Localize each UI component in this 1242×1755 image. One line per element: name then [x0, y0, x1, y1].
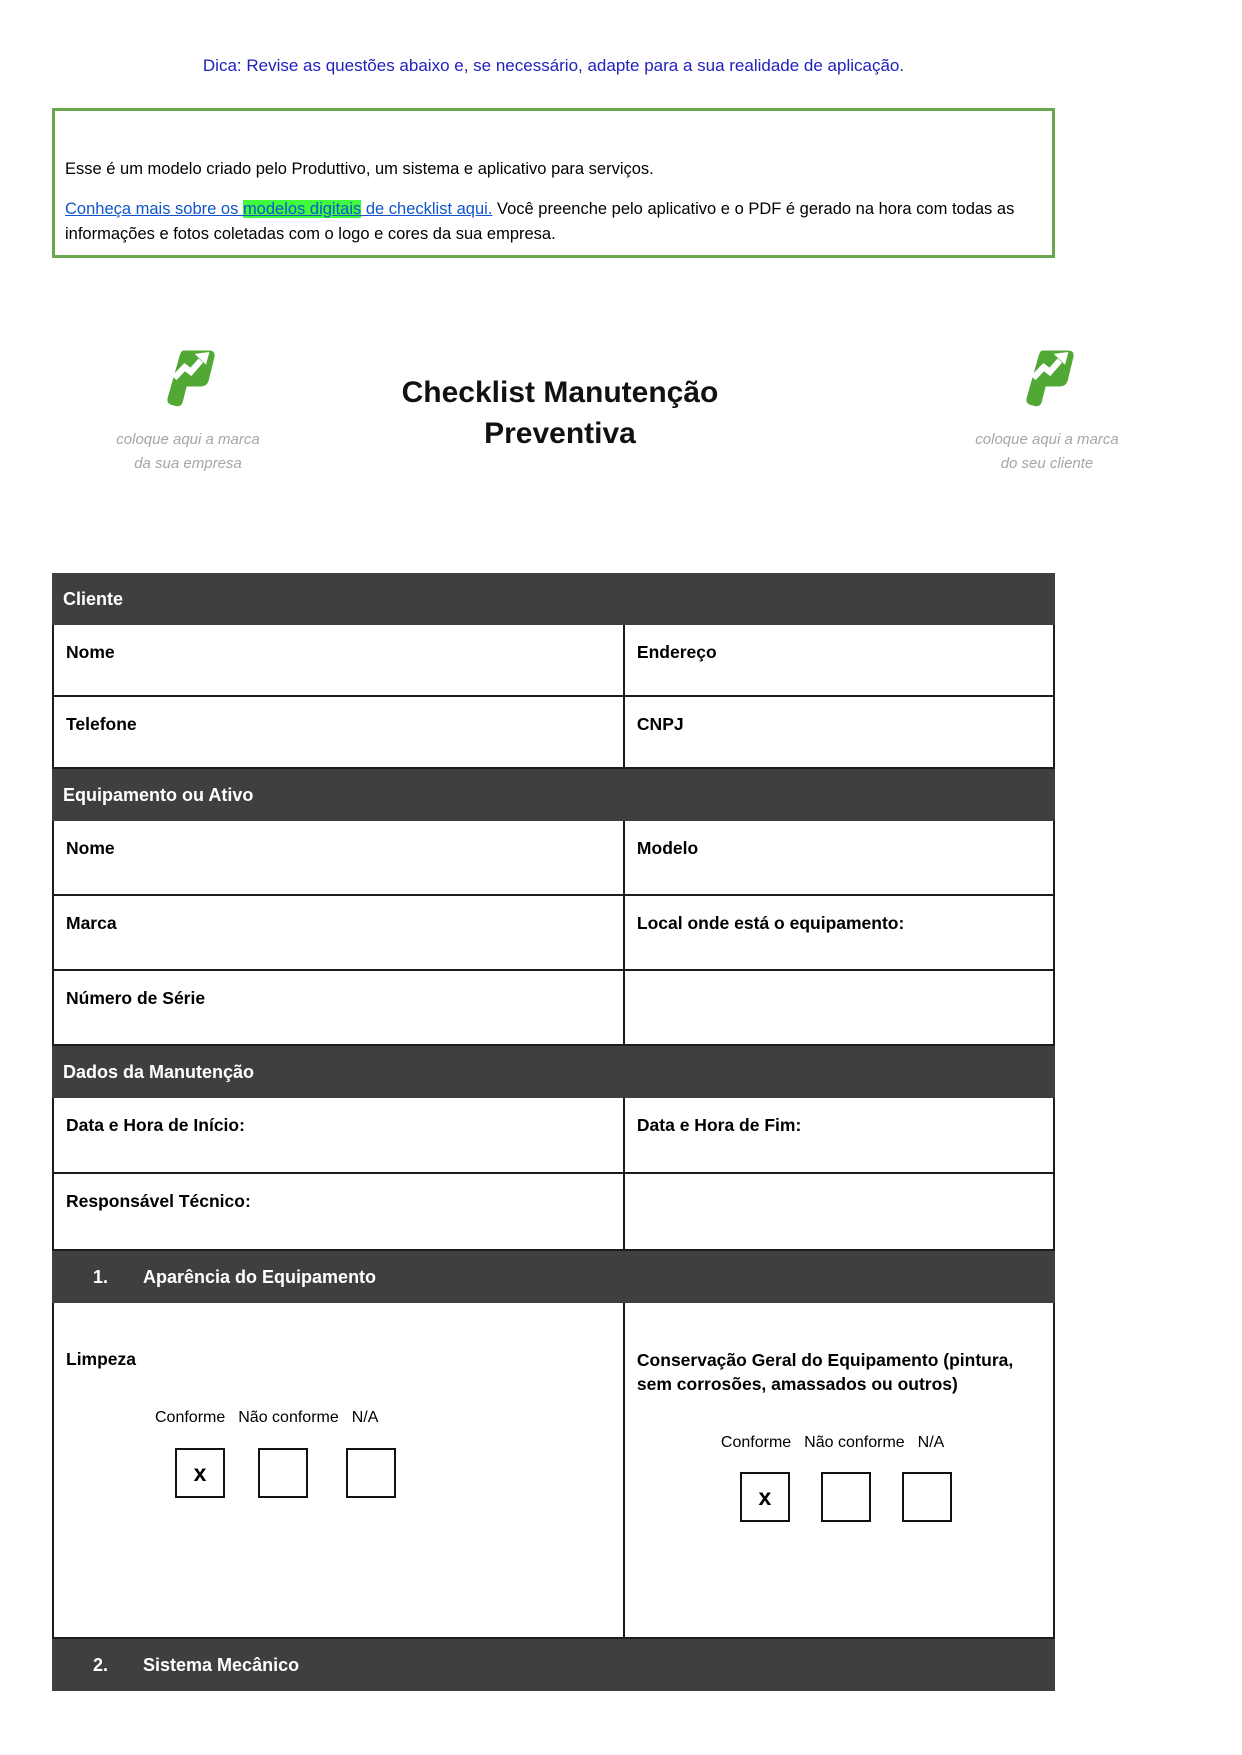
- checklist-templates-link[interactable]: [65, 200, 492, 218]
- option-labels: [721, 1434, 1053, 1452]
- page-title: [340, 372, 780, 454]
- checkbox-conforme[interactable]: [175, 1448, 225, 1498]
- client-logo-caption: [937, 428, 1157, 476]
- field-cell-numero-serie: [54, 971, 625, 1044]
- field-cell-local: [625, 896, 1053, 969]
- checklist-row: [52, 1303, 1055, 1639]
- checkbox-nao-conforme[interactable]: [821, 1472, 871, 1522]
- field-cell-endereco: [625, 625, 1053, 695]
- section-number: 2.: [93, 1654, 109, 1675]
- client-logo-block: [937, 348, 1157, 476]
- checkbox-nao-conforme[interactable]: [258, 1448, 308, 1498]
- section-header-cliente: Cliente: [52, 573, 1055, 625]
- question-cell-conservacao: [625, 1303, 1053, 1637]
- field-cell-empty: [625, 971, 1053, 1044]
- section-number: 1.: [93, 1266, 109, 1287]
- field-cell-nome-cliente: [54, 625, 625, 695]
- question-label: Limpeza: [66, 1349, 137, 1369]
- link-text-after: de checklist aqui.: [361, 200, 493, 218]
- section-label: Sistema Mecânico: [143, 1654, 300, 1675]
- table-row: [52, 821, 1055, 896]
- tip-text: Dica: Revise as questões abaixo e, se necessário, adapte para a sua realidade de aplicação.: [202, 56, 905, 75]
- option-label-conforme: Conforme: [720, 1434, 792, 1451]
- client-logo-icon: [1020, 348, 1075, 409]
- section-header-aparencia: [52, 1251, 1055, 1303]
- client-caption-line2: do seu cliente: [1000, 455, 1094, 472]
- checkbox-na[interactable]: [346, 1448, 396, 1498]
- company-logo-block: [78, 348, 298, 476]
- field-label: CNPJ: [636, 714, 684, 734]
- info-paragraph-1: Esse é um modelo criado pelo Produttivo, um sistema e aplicativo para serviços.: [65, 160, 654, 178]
- section-header-dados: Dados da Manutenção: [52, 1046, 1055, 1098]
- modelos-digitais-highlight: modelos digitais: [242, 200, 362, 218]
- field-label: Endereço: [636, 642, 717, 662]
- option-labels: [155, 1409, 623, 1427]
- table-row: [52, 1174, 1055, 1251]
- field-cell-empty: [625, 1174, 1053, 1249]
- company-caption-line1: coloque aqui a marca: [116, 431, 260, 448]
- field-cell-marca: [54, 896, 625, 969]
- company-logo-icon: [161, 348, 216, 409]
- checkbox-na[interactable]: [902, 1472, 952, 1522]
- company-logo-caption: [78, 428, 298, 476]
- question-label: Conservação Geral do Equipamento (pintura, sem corrosões, amassados ou outros): [636, 1350, 1014, 1394]
- question-cell-limpeza: [54, 1303, 625, 1637]
- info-box: [52, 108, 1055, 258]
- field-label: Local onde está o equipamento:: [636, 913, 905, 933]
- table-row: [52, 971, 1055, 1046]
- option-label-nao-conforme: Não conforme: [238, 1409, 339, 1426]
- field-cell-nome-equipamento: [54, 821, 625, 894]
- table-row: [52, 625, 1055, 697]
- section-label: Aparência do Equipamento: [143, 1266, 377, 1287]
- field-cell-cnpj: [625, 697, 1053, 767]
- table-row: [52, 896, 1055, 971]
- field-cell-responsavel: [54, 1174, 625, 1249]
- section-header-mecanico: [52, 1639, 1055, 1691]
- page-title-line1: Checklist Manutenção: [401, 376, 719, 409]
- field-label: Marca: [66, 913, 117, 933]
- info-paragraph-2-rest: Você preenche pelo aplicativo e o PDF é gerado na hora com todas as informações e fotos coletadas com o logo e cores da sua empresa.: [65, 200, 1015, 243]
- option-label-nao-conforme: Não conforme: [804, 1434, 905, 1451]
- maintenance-form: [52, 573, 1055, 1691]
- field-cell-data-fim: [625, 1098, 1053, 1172]
- field-label: [625, 971, 1053, 988]
- field-label: Nome: [66, 838, 115, 858]
- page-title-line2: Preventiva: [484, 417, 636, 450]
- option-label-na: N/A: [351, 1409, 379, 1426]
- field-label: Responsável Técnico:: [66, 1191, 251, 1211]
- info-paragraph-2: [65, 197, 1042, 247]
- checkbox-group-limpeza: [175, 1448, 623, 1498]
- field-cell-data-inicio: [54, 1098, 625, 1172]
- table-row: [52, 697, 1055, 769]
- field-label: Data e Hora de Início:: [66, 1115, 245, 1135]
- checkbox-mark: x: [758, 1483, 772, 1510]
- field-cell-modelo: [625, 821, 1053, 894]
- field-label: Data e Hora de Fim:: [636, 1115, 802, 1135]
- field-label: Número de Série: [66, 988, 206, 1008]
- checkbox-mark: x: [193, 1459, 207, 1486]
- checkbox-group-conservacao: [740, 1472, 1053, 1522]
- field-label: Telefone: [66, 714, 137, 734]
- link-text-before: Conheça mais sobre os: [65, 200, 243, 218]
- field-label: Modelo: [636, 838, 699, 858]
- option-label-conforme: Conforme: [155, 1409, 226, 1426]
- table-row: [52, 1098, 1055, 1174]
- client-caption-line1: coloque aqui a marca: [975, 431, 1119, 448]
- option-label-na: N/A: [917, 1434, 945, 1451]
- field-label: Nome: [66, 642, 115, 662]
- field-cell-telefone: [54, 697, 625, 767]
- section-header-equipamento: Equipamento ou Ativo: [52, 769, 1055, 821]
- company-caption-line2: da sua empresa: [134, 455, 242, 472]
- checkbox-conforme[interactable]: [740, 1472, 790, 1522]
- field-label: [625, 1174, 1053, 1191]
